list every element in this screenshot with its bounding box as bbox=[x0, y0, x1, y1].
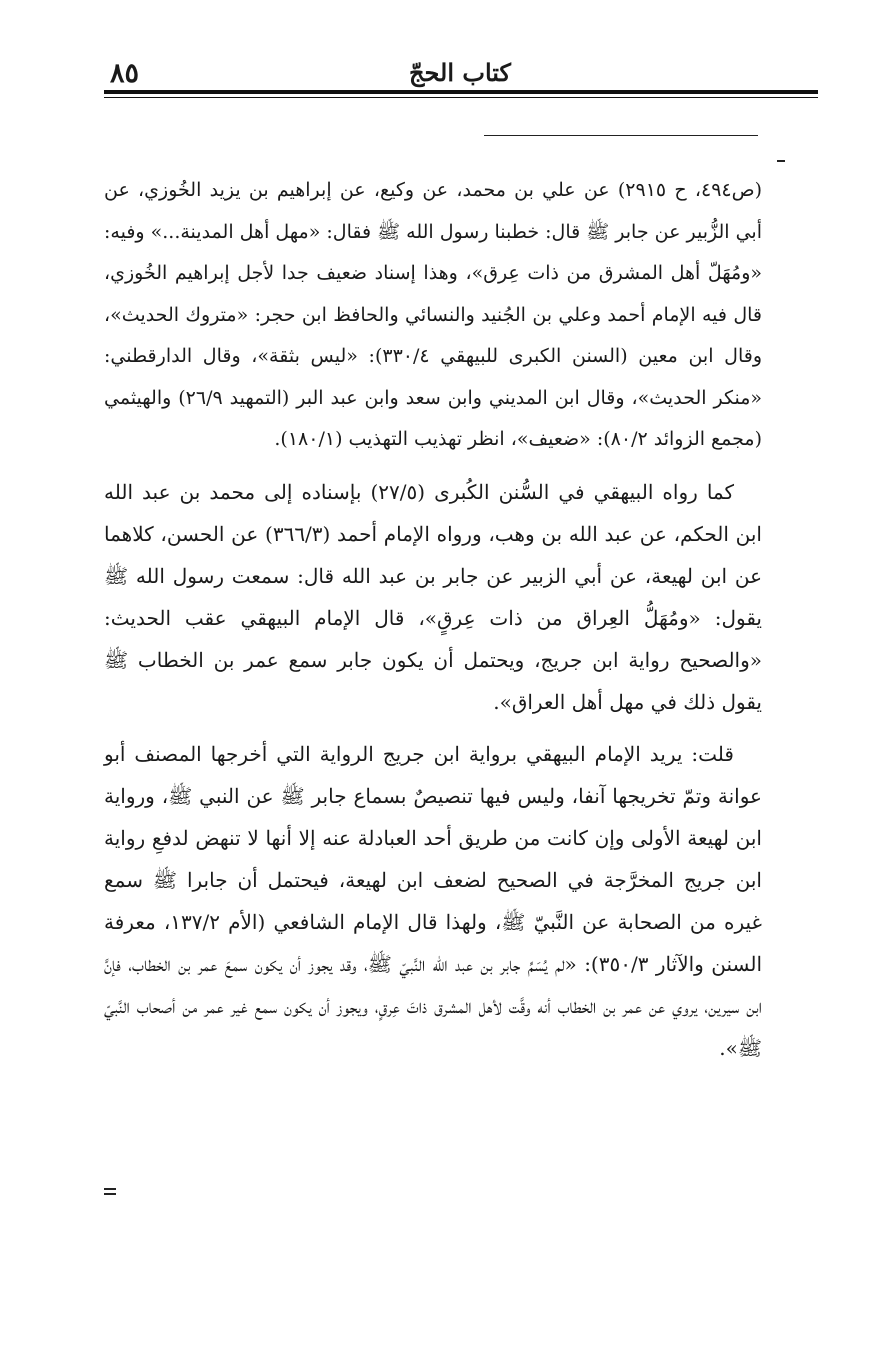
page-content bbox=[104, 170, 762, 1069]
footnote-separator bbox=[484, 135, 758, 136]
end-mark-line bbox=[104, 1188, 116, 1190]
end-mark-line bbox=[104, 1193, 116, 1195]
footnote-continuation: (ص٤٩٤، ح ٢٩١٥) عن علي بن محمد، عن وكيع، عن إبراهيم بن يزيد الخُوزي، عن أبي الزُّبير عن جابر ﷺ قال: خطبنا رسول الله ﷺ فقال: «مهل أهل المدينة...» وفيه: «ومُهَلّ أهل المشرق من ذات عِرق»، وهذا إسناد ضعيف جدا لأجل إبراهيم الخُوزي، قال فيه الإمام أحمد وعلي بن الجُنيد والنسائي والحافظ ابن حجر: «متروك الحديث»، وقال ابن معين (السنن الكبرى للبيهقي ٣٣٠/٤): «ليس بثقة»، وقال الدارقطني: «منكر الحديث»، وقال ابن المديني وابن سعد وابن عبد البر (التمهيد ٢٦/٩) والهيثمي (مجمع الزوائد ٨٠/٢): «ضعيف»، انظر تهذيب التهذيب (١٨٠/١). bbox=[104, 179, 763, 450]
body-paragraph: قلت: يريد الإمام البيهقي برواية ابن جريج الرواية التي أخرجها المصنف أبو عوانة وتمّ تخريجها آنفا، وليس فيها تنصيصٌ بسماع جابر ﷺ عن النبي ﷺ، ورواية ابن لهيعة الأولى وإن كانت من طريق أحد العبادلة عنه إلا أنها لا تنهض لدفعِ رواية ابن جريج المخرَّجة في الصحيح لضعف ابن لهيعة، فيحتمل أن جابرا ﷺ سمع غيره من الصحابة عن النَّبيّ ﷺ، ولهذا قال الإمام الشافعي (الأم ١٣٧/٢، معرفة السنن والآثار ٣٥٠/٣): «لم يُسَمِّ جابر بن عبد الله النَّبيّ ﷺ، وقد يجوز أن يكون سمعَ عمر بن الخطاب، فإنَّ ابن سيرين، يروي عن عمر بن الخطاب أنه وقَّت لأهل المشرق ذاتَ عِرقٍ، ويجوز أن يكون سمع غير عمر من أصحاب النَّبيّ ﷺ». bbox=[104, 741, 762, 1060]
header-rule-thin bbox=[104, 97, 818, 98]
page-header bbox=[100, 52, 820, 92]
header-rule-thick bbox=[104, 90, 818, 94]
body-paragraph: كما رواه البيهقي في السُّنن الكُبرى (٢٧/٥) بإسناده إلى محمد بن عبد الله ابن الحكم، عن عبد الله بن وهب، ورواه الإمام أحمد (٣٦٦/٣) عن الحسن، كلاهما عن ابن لهيعة، عن أبي الزبير عن جابر بن عبد الله قال: سمعت رسول الله ﷺ يقول: «ومُهَلُّ العِراق من ذات عِرقٍ»، قال الإمام البيهقي عقب الحديث: «والصحيح رواية ابن جريج، ويحتمل أن يكون جابر سمع عمر بن الخطاب ﷺ يقول ذلك في مهل أهل العراق». bbox=[104, 479, 762, 714]
page-number: ٨٥ bbox=[110, 58, 140, 89]
margin-mark bbox=[777, 160, 785, 162]
running-title: كتاب الحجّ bbox=[409, 58, 511, 87]
